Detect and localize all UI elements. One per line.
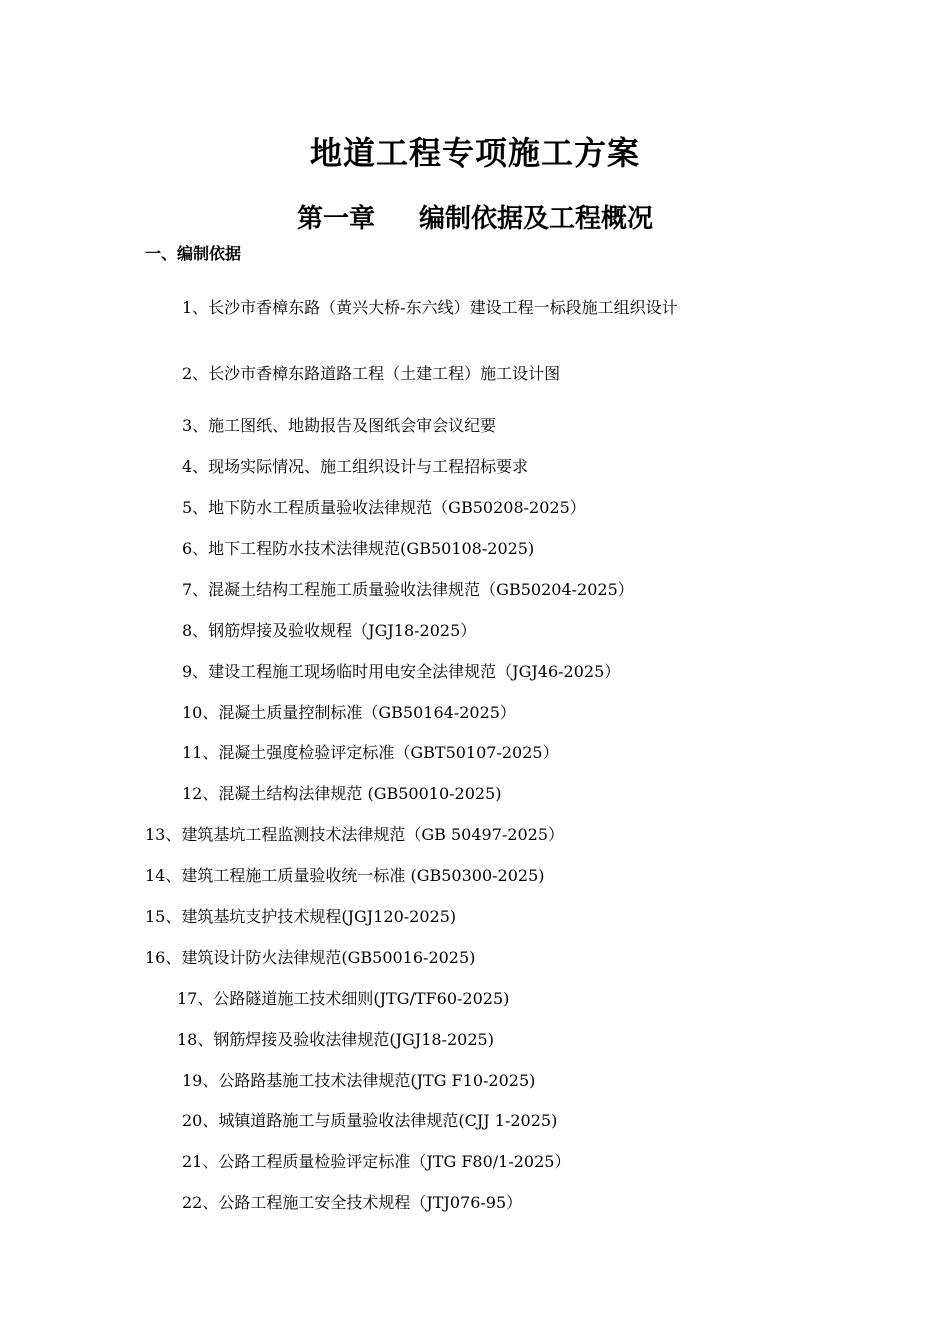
reference-item: 6、地下工程防水技术法律规范(GB50108-2025) — [182, 539, 535, 558]
reference-item: 20、城镇道路施工与质量验收法律规范(CJJ 1-2025) — [182, 1111, 558, 1130]
document-title: 地道工程专项施工方案 — [309, 134, 640, 172]
section-heading: 一、编制依据 — [145, 244, 242, 263]
reference-item: 11、混凝土强度检验评定标准（GBT50107-2025） — [182, 743, 559, 762]
reference-item: 5、地下防水工程质量验收法律规范（GB50208-2025） — [182, 498, 586, 517]
reference-item: 4、现场实际情况、施工组织设计与工程招标要求 — [182, 457, 529, 476]
reference-item: 14、建筑工程施工质量验收统一标准 (GB50300-2025) — [145, 866, 545, 885]
chapter-number: 第一章 — [296, 204, 375, 234]
reference-item: 17、公路隧道施工技术细则(JTG/TF60-2025) — [177, 989, 510, 1008]
reference-item: 8、钢筋焊接及验收规程（JGJ18-2025） — [182, 621, 477, 640]
reference-item: 7、混凝土结构工程施工质量验收法律规范（GB50204-2025） — [182, 580, 634, 599]
chapter-heading — [0, 198, 950, 235]
reference-item: 1、长沙市香樟东路（黄兴大桥-东六线）建设工程一标段施工组织设计 — [182, 298, 678, 317]
reference-item: 22、公路工程施工安全技术规程（JTJ076-95） — [182, 1193, 523, 1212]
reference-item: 10、混凝土质量控制标准（GB50164-2025） — [182, 703, 516, 722]
reference-item: 21、公路工程质量检验评定标准（JTG F80/1-2025） — [182, 1152, 571, 1171]
reference-item: 3、施工图纸、地勘报告及图纸会审会议纪要 — [182, 416, 497, 435]
reference-item: 15、建筑基坑支护技术规程(JGJ120-2025) — [145, 907, 457, 926]
reference-item: 18、钢筋焊接及验收法律规范(JGJ18-2025) — [177, 1030, 494, 1049]
reference-item: 12、混凝土结构法律规范 (GB50010-2025) — [182, 784, 502, 803]
reference-item: 9、建设工程施工现场临时用电安全法律规范（JGJ46-2025） — [182, 662, 621, 681]
reference-item: 13、建筑基坑工程监测技术法律规范（GB 50497-2025） — [145, 825, 565, 844]
chapter-title: 编制依据及工程概况 — [419, 204, 654, 234]
reference-item: 19、公路路基施工技术法律规范(JTG F10-2025) — [182, 1071, 536, 1090]
reference-item: 2、长沙市香樟东路道路工程（土建工程）施工设计图 — [182, 364, 561, 383]
reference-item: 16、建筑设计防火法律规范(GB50016-2025) — [145, 948, 476, 967]
